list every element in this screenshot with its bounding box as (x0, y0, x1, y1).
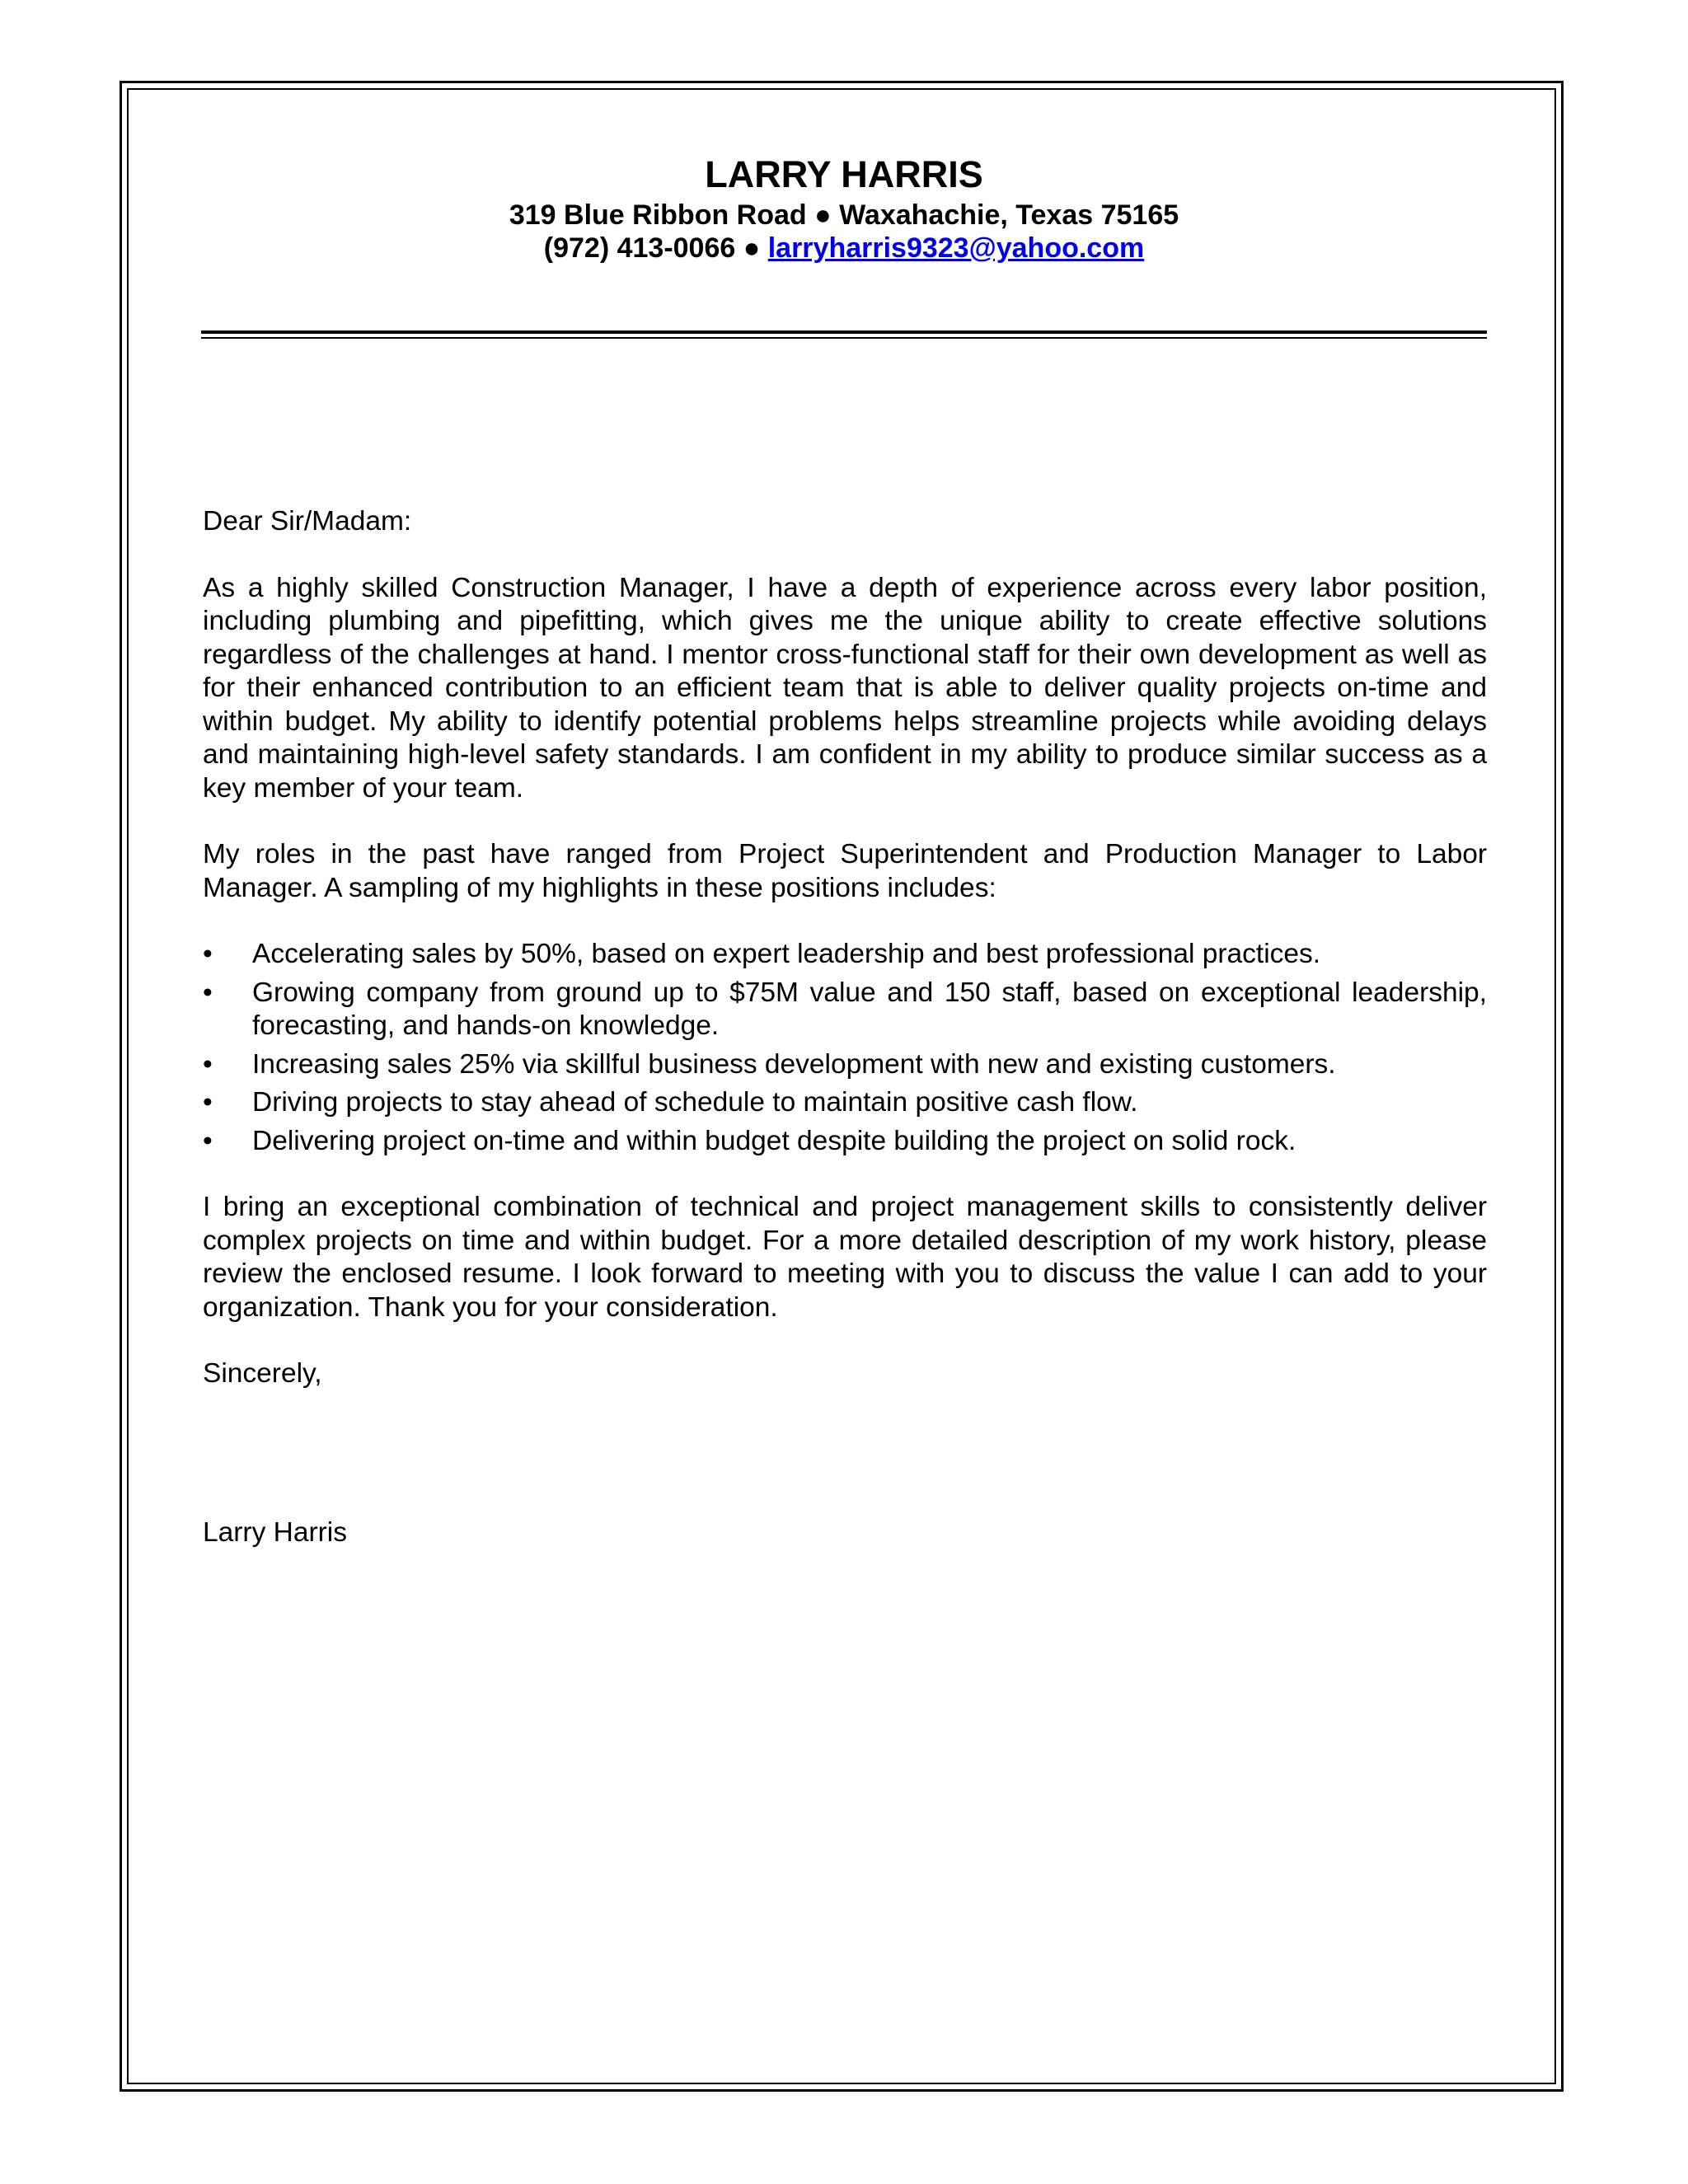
highlight-text: Increasing sales 25% via skillful business development with new and existing customers. (252, 1048, 1336, 1080)
highlight-text: Growing company from ground up to $75M value and 150 staff, based on exceptional leadership, forecasting, and hands-on knowledge. (252, 977, 1487, 1041)
letterhead (201, 151, 1487, 265)
bullet-icon: • (203, 977, 213, 1008)
list-item (203, 1125, 1487, 1159)
letter-paragraph-closing: I bring an exceptional combination of technical and project management skills to consistently deliver complex projects on time and within budget. For a more detailed description of my work history, please review the enclosed resume. I look forward to meeting with you to discuss the value I can add to your organization. Thank you for your consideration. (203, 1192, 1487, 1323)
letter-closing: Sincerely, (203, 1358, 322, 1389)
bullet-icon: • (203, 1125, 213, 1156)
sender-phone: (972) 413-0066 ● (543, 232, 768, 264)
letter-greeting: Dear Sir/Madam: (203, 506, 412, 537)
highlight-text: Accelerating sales by 50%, based on expert leadership and best professional practices. (252, 939, 1321, 969)
highlight-text: Driving projects to stay ahead of schedule to maintain positive cash flow. (252, 1087, 1138, 1118)
letter-body (203, 505, 1487, 1549)
sender-contact-line (201, 232, 1487, 265)
highlights-list (203, 938, 1487, 1158)
letter-paragraph-roles: My roles in the past have ranged from Project Superintendent and Production Manager to Labor Manager. A sampling of my highlights in these positions includes: (203, 839, 1487, 903)
bullet-icon: • (203, 939, 213, 969)
sender-email-link[interactable]: larryharris9323@yahoo.com (767, 232, 1145, 264)
header-rule-thick (201, 330, 1487, 334)
bullet-icon: • (203, 1048, 213, 1080)
sender-address: 319 Blue Ribbon Road ● Waxahachie, Texas 75165 (509, 199, 1179, 231)
highlight-text: Delivering project on-time and within budget despite building the project on solid rock. (252, 1125, 1296, 1156)
bullet-icon: • (203, 1087, 213, 1118)
header-rule-thin (201, 337, 1487, 339)
list-item (203, 1048, 1487, 1082)
list-item (203, 1086, 1487, 1120)
sender-name: LARRY HARRIS (705, 153, 983, 195)
signature-name: Larry Harris (203, 1516, 347, 1548)
letter-paragraph-intro: As a highly skilled Construction Manager, I have a depth of experience across every labor position, including plumbing and pipefitting, which gives me the unique ability to create effective solutions regardless of the challenges at hand. I mentor cross-functional staff for their own development as well as for their enhanced contribution to an efficient team that is able to deliver quality projects on-time and within budget. My ability to identify potential problems helps streamline projects while avoiding delays and maintaining high-level safety standards. I am confident in my ability to produce similar success as a key member of your team. (203, 572, 1487, 804)
list-item (203, 938, 1487, 972)
list-item (203, 977, 1487, 1043)
